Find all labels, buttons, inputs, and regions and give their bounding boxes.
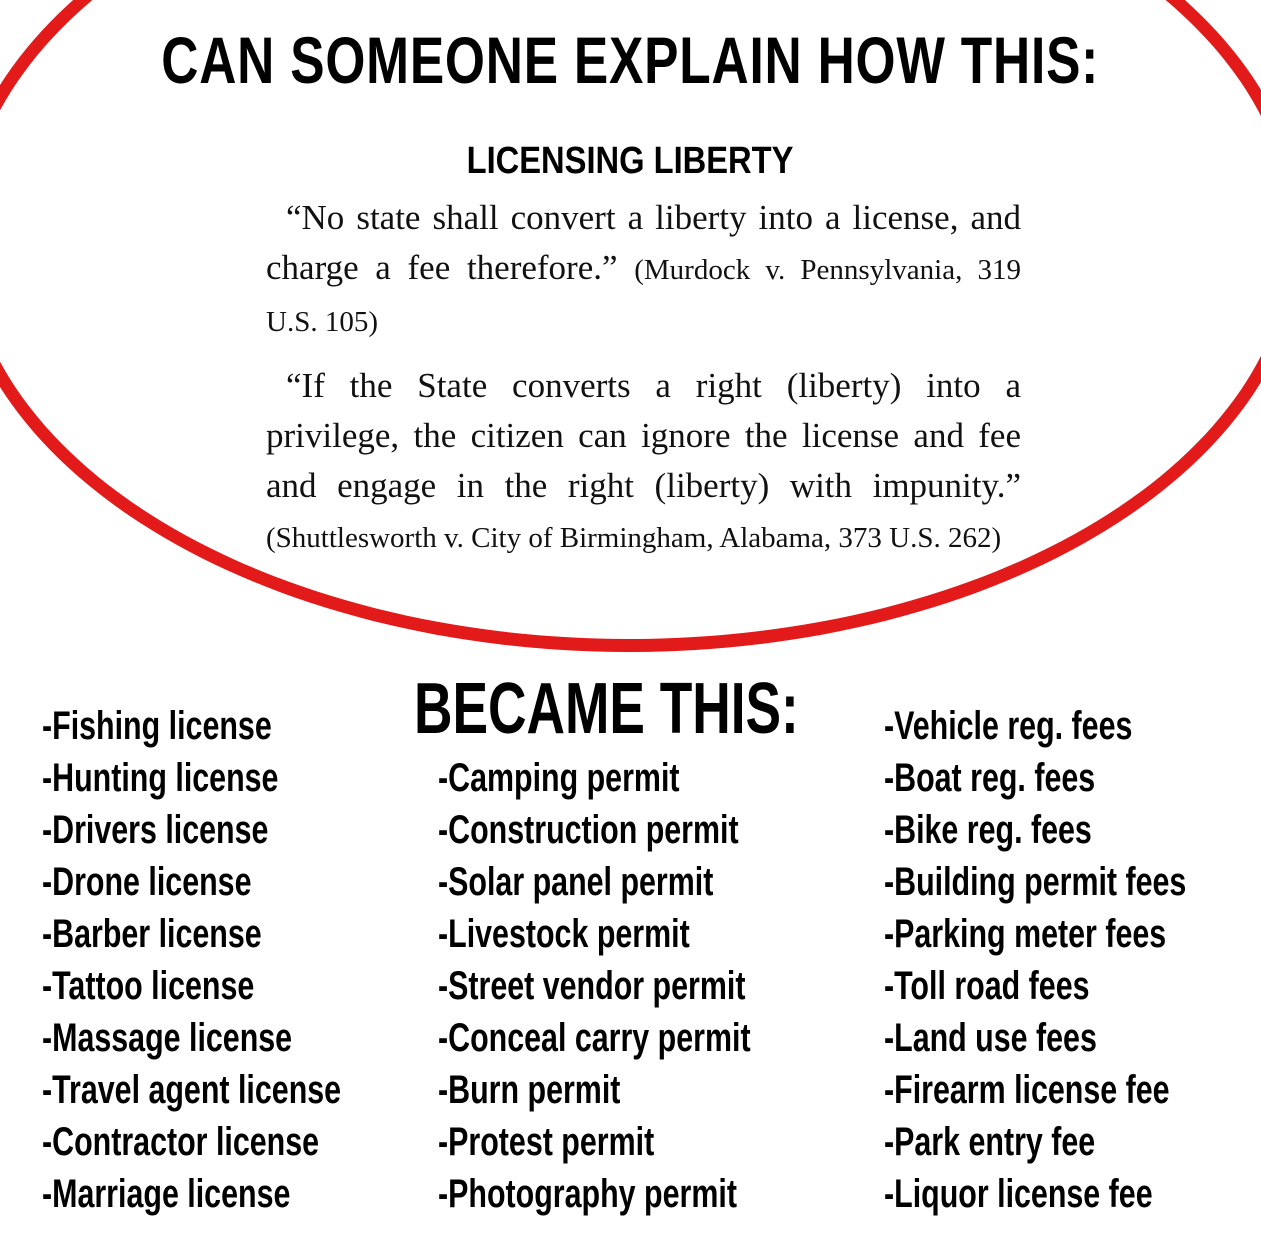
list-item: -Bike reg. fees: [884, 808, 1092, 852]
list-item: -Tattoo license: [42, 964, 255, 1008]
list-item: -Solar panel permit: [438, 860, 714, 904]
list-item: -Construction permit: [438, 808, 739, 852]
fee-list: [884, 700, 1261, 1220]
headline-text: CAN SOMEONE EXPLAIN HOW THIS:: [161, 23, 1100, 97]
list-item: -Protest permit: [438, 1120, 655, 1164]
list-item: -Boat reg. fees: [884, 756, 1096, 800]
list-item: -Camping permit: [438, 756, 680, 800]
list-item: -Firearm license fee: [884, 1068, 1170, 1112]
list-item: -Marriage license: [42, 1172, 291, 1216]
quote-text: “If the State converts a right (liberty) into a privilege, the citizen can ignore the license and fee and engage in the right (liberty) with impunity.”: [266, 366, 1021, 505]
list-item: -Barber license: [42, 912, 262, 956]
list-item: -Land use fees: [884, 1016, 1097, 1060]
list-item: -Toll road fees: [884, 964, 1090, 1008]
subheading-text: LICENSING LIBERTY: [467, 140, 794, 182]
permit-list: [438, 752, 849, 1220]
list-item: -Building permit fees: [884, 860, 1187, 904]
subheading: [0, 140, 1261, 183]
list-item: -Livestock permit: [438, 912, 690, 956]
quote-shuttlesworth: [266, 361, 1021, 563]
list-item: -Fishing license: [42, 704, 272, 748]
list-item: -Parking meter fees: [884, 912, 1167, 956]
quote-text: “No state shall convert a liberty into a license, and charge a fee therefore.”: [266, 198, 1021, 287]
list-item: -Street vendor permit: [438, 964, 746, 1008]
headline: [0, 22, 1261, 98]
list-item: -Conceal carry permit: [438, 1016, 751, 1060]
list-item: -Travel agent license: [42, 1068, 342, 1112]
became-heading: [414, 668, 824, 750]
list-item: -Photography permit: [438, 1172, 737, 1216]
list-item: -Park entry fee: [884, 1120, 1096, 1164]
list-item: -Vehicle reg. fees: [884, 704, 1133, 748]
quote-block: [266, 193, 1021, 577]
list-item: -Hunting license: [42, 756, 279, 800]
list-item: -Drone license: [42, 860, 252, 904]
quote-citation: (Shuttlesworth v. City of Birmingham, Alabama, 373 U.S. 262): [266, 522, 1002, 554]
license-list: [42, 700, 436, 1220]
quote-citation: (Murdock v. Pennsylvania, 319 U.S. 105): [266, 254, 1022, 338]
list-item: -Massage license: [42, 1016, 293, 1060]
list-item: -Drivers license: [42, 808, 269, 852]
quote-murdock: [266, 193, 1021, 347]
became-heading-text: BECAME THIS:: [414, 669, 799, 749]
list-item: -Contractor license: [42, 1120, 320, 1164]
list-item: -Liquor license fee: [884, 1172, 1153, 1216]
list-item: -Burn permit: [438, 1068, 621, 1112]
